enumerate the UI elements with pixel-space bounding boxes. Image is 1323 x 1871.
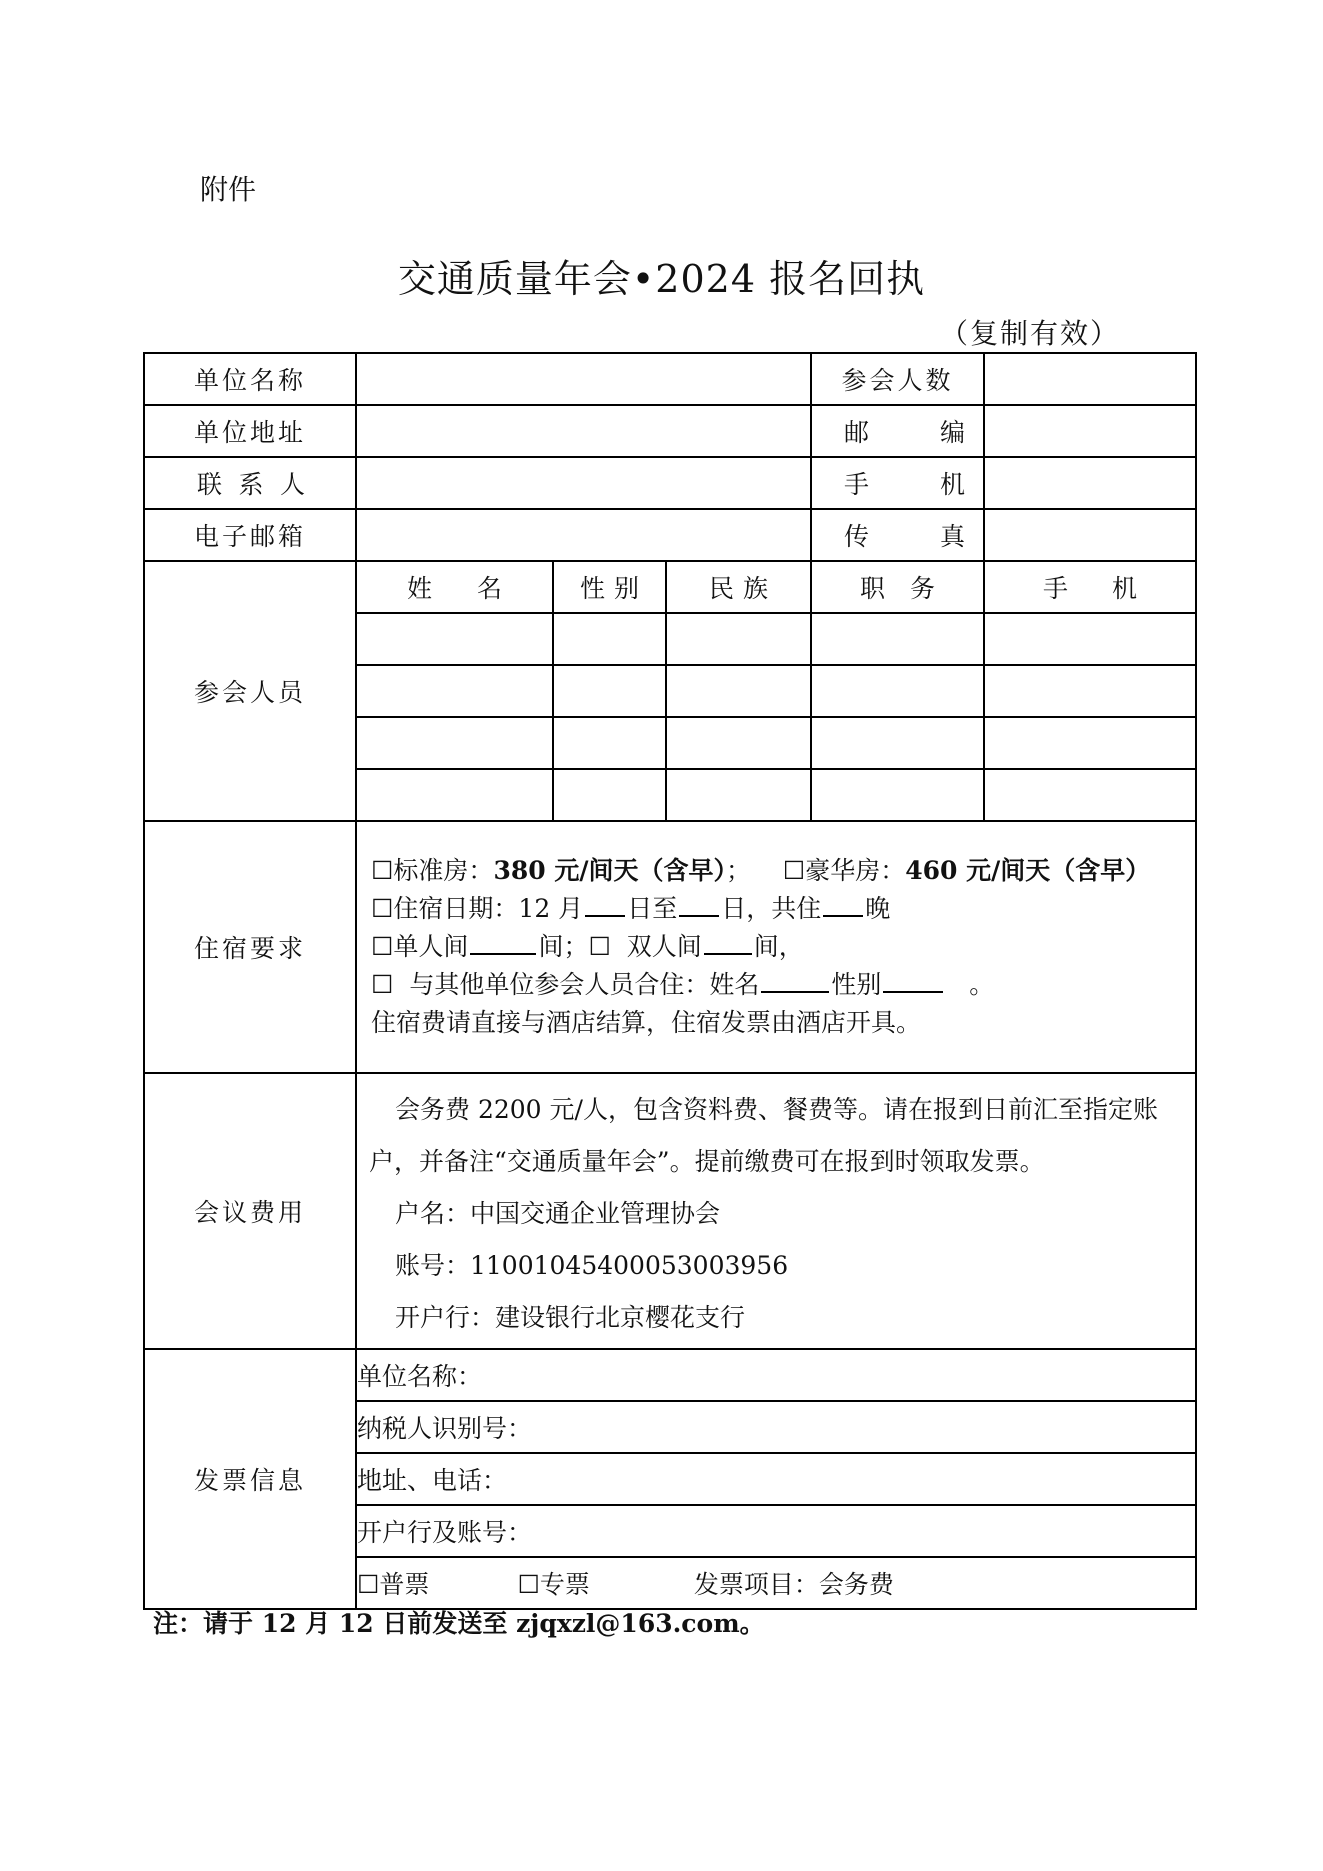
mobile-label: 手 机 [811,457,984,509]
participant-gender-cell[interactable] [553,613,666,665]
participant-position-cell[interactable] [811,665,984,717]
participant-gender-cell[interactable] [553,769,666,821]
participant-mobile-cell[interactable] [984,613,1196,665]
participants-label: 参会人员 [144,561,356,821]
fax-label: 传 真 [811,509,984,561]
participant-position-cell[interactable] [811,717,984,769]
email-field[interactable] [356,509,811,561]
deluxe-room-checkbox[interactable]: ☐ [782,856,806,885]
roommate-gender-blank[interactable] [883,967,943,993]
participant-ethnicity-cell[interactable] [666,665,811,717]
account-number: 账号：11001045400053003956 [395,1251,789,1280]
fees-row [144,1073,1196,1349]
checkout-day-blank[interactable] [679,891,719,917]
registration-form-table [143,352,1197,1610]
fee-description-1: 会务费 2200 元/人，包含资料费、餐费等。请在报到日前汇至指定账 [395,1095,1158,1124]
contact-person-label: 联 系 人 [144,457,356,509]
single-room-checkbox[interactable]: ☐ [371,932,394,961]
lodging-label: 住宿要求 [144,821,356,1073]
fax-field[interactable] [984,509,1196,561]
room-type-line: ☐标准房：380 元/间天（含早）； ☐豪华房：460 元/间天（含早） [371,852,1181,890]
participant-position-cell[interactable] [811,613,984,665]
roommate-name-blank[interactable] [761,967,829,993]
unit-name-row [144,353,1196,405]
participant-name-cell[interactable] [356,717,553,769]
unit-address-label: 单位地址 [144,405,356,457]
special-invoice-checkbox[interactable]: ☐ [517,1570,540,1599]
double-room-count-blank[interactable] [704,929,752,955]
contact-row [144,457,1196,509]
room-count-line: ☐单人间 间；☐ 双人间 间， [371,928,1181,966]
lodging-row [144,821,1196,1073]
share-room-checkbox[interactable]: ☐ [371,970,394,999]
participant-mobile-cell[interactable] [984,769,1196,821]
bank-name: 开户行：建设银行北京樱花支行 [395,1303,746,1332]
participant-gender-cell[interactable] [553,665,666,717]
standard-room-checkbox[interactable]: ☐ [371,856,394,885]
participant-name-cell[interactable] [356,769,553,821]
attendee-count-field[interactable] [984,353,1196,405]
participant-ethnicity-cell[interactable] [666,769,811,821]
mobile-field[interactable] [984,457,1196,509]
special-invoice-label: 专票 [539,1570,590,1599]
email-row [144,509,1196,561]
col-ethnicity-header: 民 族 [666,561,811,613]
footnote: 注：请于 12 月 12 日前发送至 zjqxzl@163.com。 [153,1609,765,1638]
single-room-count-blank[interactable] [470,929,536,955]
copy-valid-note: （复制有效） [940,317,1121,350]
participant-ethnicity-cell[interactable] [666,613,811,665]
fee-description-2: 户，并备注“交通质量年会”。提前缴费可在报到时领取发票。 [369,1147,1045,1176]
unit-address-row [144,405,1196,457]
col-name-header: 姓 名 [356,561,553,613]
settlement-note: 住宿费请直接与酒店结算，住宿发票由酒店开具。 [371,1008,922,1037]
stay-dates-checkbox[interactable]: ☐ [371,894,394,923]
unit-address-field[interactable] [356,405,811,457]
share-room-line: ☐ 与其他单位参会人员合住：姓名 性别 。 [371,966,1181,1004]
postcode-field[interactable] [984,405,1196,457]
ordinary-invoice-label: 普票 [379,1570,430,1599]
participant-name-cell[interactable] [356,613,553,665]
invoice-row [144,1349,1196,1401]
participant-mobile-cell[interactable] [984,665,1196,717]
email-label: 电子邮箱 [144,509,356,561]
contact-person-field[interactable] [356,457,811,509]
ordinary-invoice-checkbox[interactable]: ☐ [357,1570,380,1599]
attendee-count-label: 参会人数 [811,353,984,405]
participant-ethnicity-cell[interactable] [666,717,811,769]
fees-details [356,1073,1196,1349]
page-title: 交通质量年会•2024 报名回执 [397,257,926,301]
nights-blank[interactable] [823,891,863,917]
participant-gender-cell[interactable] [553,717,666,769]
unit-name-field[interactable] [356,353,811,405]
double-room-checkbox[interactable]: ☐ [588,932,611,961]
invoice-type-options [356,1557,1196,1609]
invoice-item: 发票项目：会务费 [693,1570,894,1599]
stay-dates-line: ☐住宿日期：12 月 日至 日，共住 晚 [371,890,1181,928]
fees-label: 会议费用 [144,1073,356,1349]
invoice-label: 发票信息 [144,1349,356,1609]
col-mobile-header: 手 机 [984,561,1196,613]
lodging-options [356,821,1196,1073]
participants-header-row [144,561,1196,613]
attachment-label: 附件 [200,173,257,206]
invoice-address-phone-field[interactable]: 地址、电话： [356,1453,1196,1505]
participant-mobile-cell[interactable] [984,717,1196,769]
unit-name-label: 单位名称 [144,353,356,405]
col-position-header: 职 务 [811,561,984,613]
participant-name-cell[interactable] [356,665,553,717]
col-gender-header: 性 别 [553,561,666,613]
postcode-label: 邮 编 [811,405,984,457]
checkin-day-blank[interactable] [585,891,625,917]
invoice-taxpayer-id-field[interactable]: 纳税人识别号： [356,1401,1196,1453]
invoice-company-field[interactable]: 单位名称： [356,1349,1196,1401]
account-name: 户名：中国交通企业管理协会 [395,1199,721,1228]
invoice-bank-account-field[interactable]: 开户行及账号： [356,1505,1196,1557]
participant-position-cell[interactable] [811,769,984,821]
